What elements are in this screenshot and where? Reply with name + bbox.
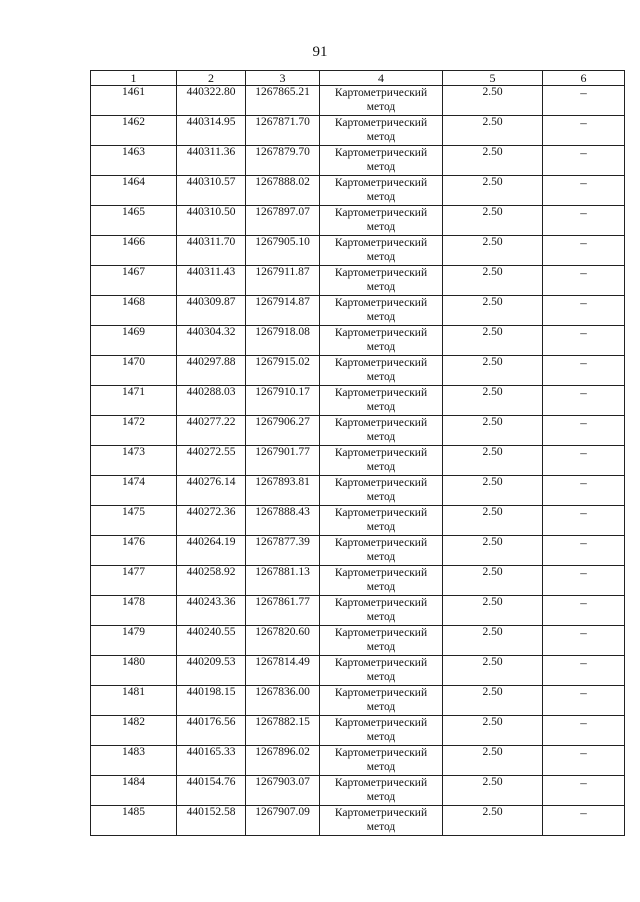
table-row: [91, 776, 625, 806]
y-coordinate-cell: 1267814.49: [246, 656, 320, 686]
method-line-2: метод: [366, 461, 396, 473]
method-line-1: Картометрический: [334, 747, 428, 759]
point-number-cell: 1485: [91, 806, 177, 836]
method-cell: [320, 416, 443, 446]
method-line-1: Картометрический: [334, 147, 428, 159]
extra-cell: –: [543, 236, 625, 266]
y-coordinate-cell: 1267901.77: [246, 446, 320, 476]
point-number-cell: 1467: [91, 266, 177, 296]
method-line-2: метод: [366, 401, 396, 413]
extra-cell: –: [543, 626, 625, 656]
x-coordinate-cell: 440311.36: [177, 146, 246, 176]
header-col-6: 6: [543, 71, 625, 86]
table-row: [91, 536, 625, 566]
method-line-1: Картометрический: [334, 387, 428, 399]
method-line-1: Картометрический: [334, 597, 428, 609]
method-cell: [320, 206, 443, 236]
x-coordinate-cell: 440240.55: [177, 626, 246, 656]
x-coordinate-cell: 440322.80: [177, 86, 246, 116]
accuracy-cell: 2.50: [443, 176, 543, 206]
method-cell: [320, 746, 443, 776]
accuracy-cell: 2.50: [443, 716, 543, 746]
method-cell: [320, 476, 443, 506]
table-row: [91, 206, 625, 236]
method-line-2: метод: [366, 641, 396, 653]
method-line-2: метод: [366, 371, 396, 383]
method-line-2: метод: [366, 221, 396, 233]
point-number-cell: 1472: [91, 416, 177, 446]
method-cell: [320, 266, 443, 296]
extra-cell: –: [543, 446, 625, 476]
extra-cell: –: [543, 476, 625, 506]
x-coordinate-cell: 440209.53: [177, 656, 246, 686]
y-coordinate-cell: 1267865.21: [246, 86, 320, 116]
accuracy-cell: 2.50: [443, 686, 543, 716]
method-line-2: метод: [366, 161, 396, 173]
point-number-cell: 1477: [91, 566, 177, 596]
accuracy-cell: 2.50: [443, 806, 543, 836]
method-line-2: метод: [366, 581, 396, 593]
method-line-1: Картометрический: [334, 117, 428, 129]
y-coordinate-cell: 1267888.43: [246, 506, 320, 536]
header-col-1: 1: [91, 71, 177, 86]
method-cell: [320, 656, 443, 686]
table-row: [91, 266, 625, 296]
extra-cell: –: [543, 416, 625, 446]
table-row: [91, 506, 625, 536]
accuracy-cell: 2.50: [443, 656, 543, 686]
method-line-2: метод: [366, 821, 396, 833]
extra-cell: –: [543, 176, 625, 206]
method-line-2: метод: [366, 491, 396, 503]
y-coordinate-cell: 1267911.87: [246, 266, 320, 296]
x-coordinate-cell: 440165.33: [177, 746, 246, 776]
x-coordinate-cell: 440243.36: [177, 596, 246, 626]
extra-cell: –: [543, 86, 625, 116]
method-line-1: Картометрический: [334, 477, 428, 489]
accuracy-cell: 2.50: [443, 626, 543, 656]
y-coordinate-cell: 1267836.00: [246, 686, 320, 716]
table-row: [91, 296, 625, 326]
x-coordinate-cell: 440272.36: [177, 506, 246, 536]
y-coordinate-cell: 1267907.09: [246, 806, 320, 836]
x-coordinate-cell: 440311.70: [177, 236, 246, 266]
method-cell: [320, 176, 443, 206]
accuracy-cell: 2.50: [443, 476, 543, 506]
extra-cell: –: [543, 566, 625, 596]
method-line-1: Картометрический: [334, 717, 428, 729]
header-row: [91, 71, 625, 86]
table-row: [91, 356, 625, 386]
extra-cell: –: [543, 746, 625, 776]
method-cell: [320, 776, 443, 806]
point-number-cell: 1471: [91, 386, 177, 416]
method-line-2: метод: [366, 671, 396, 683]
point-number-cell: 1480: [91, 656, 177, 686]
method-line-1: Картометрический: [334, 507, 428, 519]
y-coordinate-cell: 1267888.02: [246, 176, 320, 206]
table-row: [91, 416, 625, 446]
method-line-1: Картометрический: [334, 357, 428, 369]
x-coordinate-cell: 440304.32: [177, 326, 246, 356]
y-coordinate-cell: 1267897.07: [246, 206, 320, 236]
method-line-1: Картометрический: [334, 87, 428, 99]
accuracy-cell: 2.50: [443, 746, 543, 776]
point-number-cell: 1469: [91, 326, 177, 356]
table-row: [91, 386, 625, 416]
y-coordinate-cell: 1267877.39: [246, 536, 320, 566]
accuracy-cell: 2.50: [443, 386, 543, 416]
extra-cell: –: [543, 686, 625, 716]
x-coordinate-cell: 440314.95: [177, 116, 246, 146]
method-cell: [320, 386, 443, 416]
table-body: [91, 86, 625, 836]
method-cell: [320, 356, 443, 386]
table-row: [91, 746, 625, 776]
x-coordinate-cell: 440154.76: [177, 776, 246, 806]
extra-cell: –: [543, 506, 625, 536]
extra-cell: –: [543, 656, 625, 686]
point-number-cell: 1470: [91, 356, 177, 386]
method-line-1: Картометрический: [334, 417, 428, 429]
accuracy-cell: 2.50: [443, 116, 543, 146]
method-line-1: Картометрический: [334, 657, 428, 669]
table-row: [91, 116, 625, 146]
accuracy-cell: 2.50: [443, 326, 543, 356]
table-row: [91, 806, 625, 836]
method-cell: [320, 446, 443, 476]
x-coordinate-cell: 440288.03: [177, 386, 246, 416]
extra-cell: –: [543, 776, 625, 806]
extra-cell: –: [543, 146, 625, 176]
point-number-cell: 1483: [91, 746, 177, 776]
y-coordinate-cell: 1267896.02: [246, 746, 320, 776]
point-number-cell: 1481: [91, 686, 177, 716]
table-row: [91, 656, 625, 686]
accuracy-cell: 2.50: [443, 86, 543, 116]
x-coordinate-cell: 440258.92: [177, 566, 246, 596]
point-number-cell: 1464: [91, 176, 177, 206]
method-line-2: метод: [366, 101, 396, 113]
method-cell: [320, 566, 443, 596]
header-col-5: 5: [443, 71, 543, 86]
y-coordinate-cell: 1267903.07: [246, 776, 320, 806]
method-cell: [320, 116, 443, 146]
y-coordinate-cell: 1267861.77: [246, 596, 320, 626]
table-row: [91, 716, 625, 746]
x-coordinate-cell: 440276.14: [177, 476, 246, 506]
extra-cell: –: [543, 116, 625, 146]
point-number-cell: 1473: [91, 446, 177, 476]
y-coordinate-cell: 1267893.81: [246, 476, 320, 506]
method-line-1: Картометрический: [334, 567, 428, 579]
y-coordinate-cell: 1267918.08: [246, 326, 320, 356]
x-coordinate-cell: 440311.43: [177, 266, 246, 296]
method-line-2: метод: [366, 551, 396, 563]
header-col-3: 3: [246, 71, 320, 86]
accuracy-cell: 2.50: [443, 536, 543, 566]
point-number-cell: 1474: [91, 476, 177, 506]
x-coordinate-cell: 440176.56: [177, 716, 246, 746]
x-coordinate-cell: 440272.55: [177, 446, 246, 476]
method-line-2: метод: [366, 341, 396, 353]
extra-cell: –: [543, 716, 625, 746]
method-line-1: Картометрический: [334, 807, 428, 819]
y-coordinate-cell: 1267915.02: [246, 356, 320, 386]
point-number-cell: 1468: [91, 296, 177, 326]
method-line-1: Картометрический: [334, 297, 428, 309]
method-cell: [320, 686, 443, 716]
table-row: [91, 566, 625, 596]
y-coordinate-cell: 1267871.70: [246, 116, 320, 146]
method-cell: [320, 626, 443, 656]
point-number-cell: 1476: [91, 536, 177, 566]
method-line-2: метод: [366, 521, 396, 533]
method-cell: [320, 296, 443, 326]
method-cell: [320, 326, 443, 356]
x-coordinate-cell: 440277.22: [177, 416, 246, 446]
accuracy-cell: 2.50: [443, 296, 543, 326]
method-line-1: Картометрический: [334, 687, 428, 699]
point-number-cell: 1478: [91, 596, 177, 626]
accuracy-cell: 2.50: [443, 596, 543, 626]
method-line-2: метод: [366, 791, 396, 803]
accuracy-cell: 2.50: [443, 416, 543, 446]
extra-cell: –: [543, 806, 625, 836]
extra-cell: –: [543, 536, 625, 566]
accuracy-cell: 2.50: [443, 146, 543, 176]
method-cell: [320, 596, 443, 626]
coordinates-table: [90, 70, 625, 836]
table-row: [91, 86, 625, 116]
header-col-4: 4: [320, 71, 443, 86]
point-number-cell: 1463: [91, 146, 177, 176]
table-row: [91, 146, 625, 176]
method-line-1: Картометрический: [334, 537, 428, 549]
accuracy-cell: 2.50: [443, 236, 543, 266]
table-row: [91, 176, 625, 206]
x-coordinate-cell: 440309.87: [177, 296, 246, 326]
method-line-2: метод: [366, 281, 396, 293]
method-cell: [320, 536, 443, 566]
method-line-1: Картометрический: [334, 327, 428, 339]
table-row: [91, 446, 625, 476]
x-coordinate-cell: 440152.58: [177, 806, 246, 836]
x-coordinate-cell: 440297.88: [177, 356, 246, 386]
table-row: [91, 326, 625, 356]
method-line-2: метод: [366, 251, 396, 263]
table-row: [91, 476, 625, 506]
extra-cell: –: [543, 356, 625, 386]
extra-cell: –: [543, 326, 625, 356]
y-coordinate-cell: 1267820.60: [246, 626, 320, 656]
point-number-cell: 1461: [91, 86, 177, 116]
extra-cell: –: [543, 296, 625, 326]
accuracy-cell: 2.50: [443, 506, 543, 536]
point-number-cell: 1475: [91, 506, 177, 536]
point-number-cell: 1465: [91, 206, 177, 236]
method-cell: [320, 806, 443, 836]
method-line-2: метод: [366, 761, 396, 773]
method-cell: [320, 506, 443, 536]
y-coordinate-cell: 1267914.87: [246, 296, 320, 326]
method-line-2: метод: [366, 701, 396, 713]
method-cell: [320, 86, 443, 116]
page-number: 91: [312, 44, 328, 60]
header-col-2: 2: [177, 71, 246, 86]
method-line-2: метод: [366, 191, 396, 203]
y-coordinate-cell: 1267905.10: [246, 236, 320, 266]
point-number-cell: 1482: [91, 716, 177, 746]
method-line-1: Картометрический: [334, 177, 428, 189]
method-line-2: метод: [366, 611, 396, 623]
table-row: [91, 686, 625, 716]
table-header: [91, 71, 625, 86]
accuracy-cell: 2.50: [443, 356, 543, 386]
table-row: [91, 596, 625, 626]
x-coordinate-cell: 440310.50: [177, 206, 246, 236]
method-cell: [320, 146, 443, 176]
method-line-1: Картометрический: [334, 267, 428, 279]
x-coordinate-cell: 440264.19: [177, 536, 246, 566]
y-coordinate-cell: 1267910.17: [246, 386, 320, 416]
point-number-cell: 1462: [91, 116, 177, 146]
y-coordinate-cell: 1267882.15: [246, 716, 320, 746]
accuracy-cell: 2.50: [443, 206, 543, 236]
method-line-1: Картометрический: [334, 777, 428, 789]
y-coordinate-cell: 1267879.70: [246, 146, 320, 176]
x-coordinate-cell: 440198.15: [177, 686, 246, 716]
y-coordinate-cell: 1267881.13: [246, 566, 320, 596]
accuracy-cell: 2.50: [443, 776, 543, 806]
method-line-1: Картометрический: [334, 447, 428, 459]
point-number-cell: 1479: [91, 626, 177, 656]
y-coordinate-cell: 1267906.27: [246, 416, 320, 446]
accuracy-cell: 2.50: [443, 566, 543, 596]
extra-cell: –: [543, 386, 625, 416]
method-line-2: метод: [366, 131, 396, 143]
method-cell: [320, 236, 443, 266]
method-line-2: метод: [366, 431, 396, 443]
x-coordinate-cell: 440310.57: [177, 176, 246, 206]
accuracy-cell: 2.50: [443, 446, 543, 476]
method-line-1: Картометрический: [334, 207, 428, 219]
extra-cell: –: [543, 266, 625, 296]
method-line-2: метод: [366, 731, 396, 743]
method-line-2: метод: [366, 311, 396, 323]
method-line-1: Картометрический: [334, 237, 428, 249]
extra-cell: –: [543, 596, 625, 626]
point-number-cell: 1484: [91, 776, 177, 806]
extra-cell: –: [543, 206, 625, 236]
method-cell: [320, 716, 443, 746]
method-line-1: Картометрический: [334, 627, 428, 639]
accuracy-cell: 2.50: [443, 266, 543, 296]
table-row: [91, 626, 625, 656]
point-number-cell: 1466: [91, 236, 177, 266]
table-row: [91, 236, 625, 266]
